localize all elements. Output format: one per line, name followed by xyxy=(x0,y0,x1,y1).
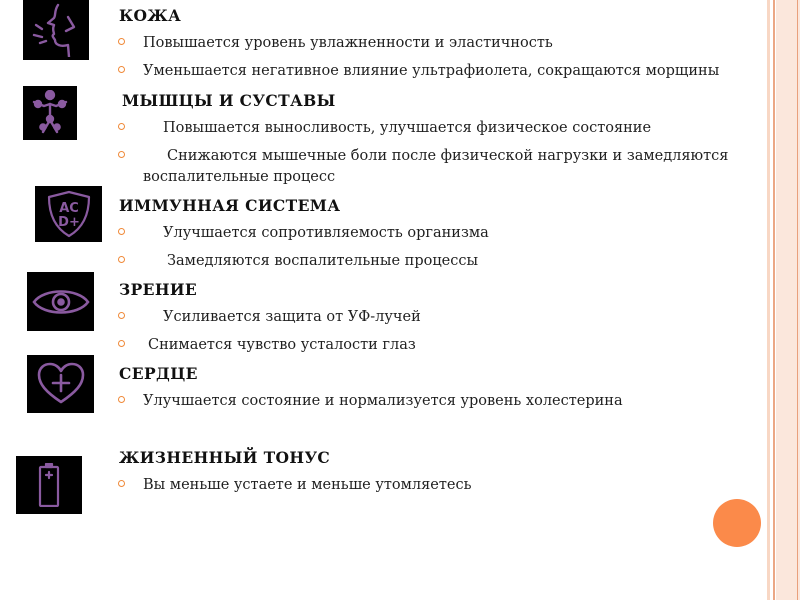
face-profile-icon xyxy=(23,0,89,60)
vitamin-shield-icon xyxy=(35,186,102,242)
battery-icon xyxy=(16,456,82,514)
decorative-rail-line xyxy=(773,0,775,600)
bullet-marker xyxy=(118,38,125,45)
heart-plus-icon xyxy=(27,355,94,413)
section-title-heart: СЕРДЦЕ xyxy=(119,364,198,383)
bullet-marker xyxy=(118,256,125,263)
section-title-vision: ЗРЕНИЕ xyxy=(119,280,198,299)
bullet-marker xyxy=(118,340,125,347)
bullet-marker xyxy=(118,480,125,487)
section-title-vitality: ЖИЗНЕННЫЙ ТОНУС xyxy=(119,448,331,467)
bullet-marker xyxy=(118,228,125,235)
icon-label-top: AC xyxy=(58,201,79,216)
decorative-rail xyxy=(767,0,770,600)
eye-icon xyxy=(27,272,94,331)
bullet-marker xyxy=(118,66,125,73)
section-title-muscles: МЫШЦЫ И СУСТАВЫ xyxy=(122,91,336,110)
section-title-skin: КОЖА xyxy=(119,6,182,25)
accent-circle xyxy=(713,499,761,547)
icon-label-bottom: D+ xyxy=(57,215,80,230)
bullet-marker xyxy=(118,151,125,158)
decorative-rail-edge xyxy=(797,0,798,600)
section-title-immune: ИММУННАЯ СИСТЕМА xyxy=(119,196,341,215)
bullet-marker xyxy=(118,123,125,130)
bullet-marker xyxy=(118,396,125,403)
joints-figure-icon xyxy=(23,86,77,140)
bullet-marker xyxy=(118,312,125,319)
